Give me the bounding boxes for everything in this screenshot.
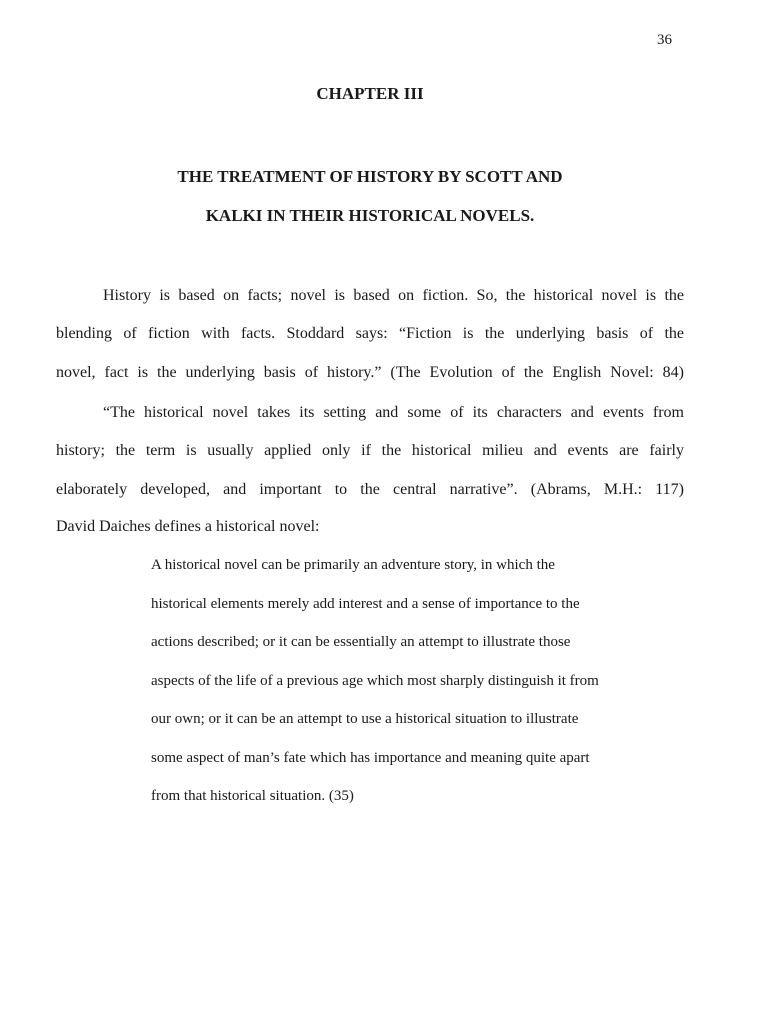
- paragraph-2-line-4: David Daiches defines a historical novel:: [56, 518, 320, 535]
- page-number: 36: [657, 32, 672, 48]
- paragraph-2-line-2: history; the term is usually applied only if the historical milieu and events are fairly: [56, 442, 684, 459]
- block-quote-line-2: historical elements merely add interest and a sense of importance to the: [151, 596, 580, 612]
- paragraph-2-line-1: “The historical novel takes its setting and some of its characters and events from: [103, 404, 684, 421]
- paragraph-1-line-1: History is based on facts; novel is based on fiction. So, the historical novel is the: [103, 287, 684, 304]
- block-quote-line-5: our own; or it can be an attempt to use a historical situation to illustrate: [151, 711, 579, 727]
- chapter-heading: CHAPTER III: [316, 84, 424, 103]
- block-quote-line-4: aspects of the life of a previous age which most sharply distinguish it from: [151, 673, 599, 689]
- paragraph-1-line-2: blending of fiction with facts. Stoddard says: “Fiction is the underlying basis of the: [56, 325, 684, 342]
- block-quote-line-6: some aspect of man’s fate which has importance and meaning quite apart: [151, 750, 590, 766]
- paragraph-1-line-3: novel, fact is the underlying basis of history.” (The Evolution of the English Novel: 84): [56, 364, 684, 381]
- paragraph-2-line-3: elaborately developed, and important to the central narrative”. (Abrams, M.H.: 117): [56, 481, 684, 498]
- block-quote-line-1: A historical novel can be primarily an adventure story, in which the: [151, 557, 555, 573]
- block-quote-line-7: from that historical situation. (35): [151, 788, 354, 804]
- chapter-title-line-2: KALKI IN THEIR HISTORICAL NOVELS.: [205, 206, 535, 225]
- block-quote-line-3: actions described; or it can be essentially an attempt to illustrate those: [151, 634, 571, 650]
- chapter-title-line-1: THE TREATMENT OF HISTORY BY SCOTT AND: [177, 167, 563, 186]
